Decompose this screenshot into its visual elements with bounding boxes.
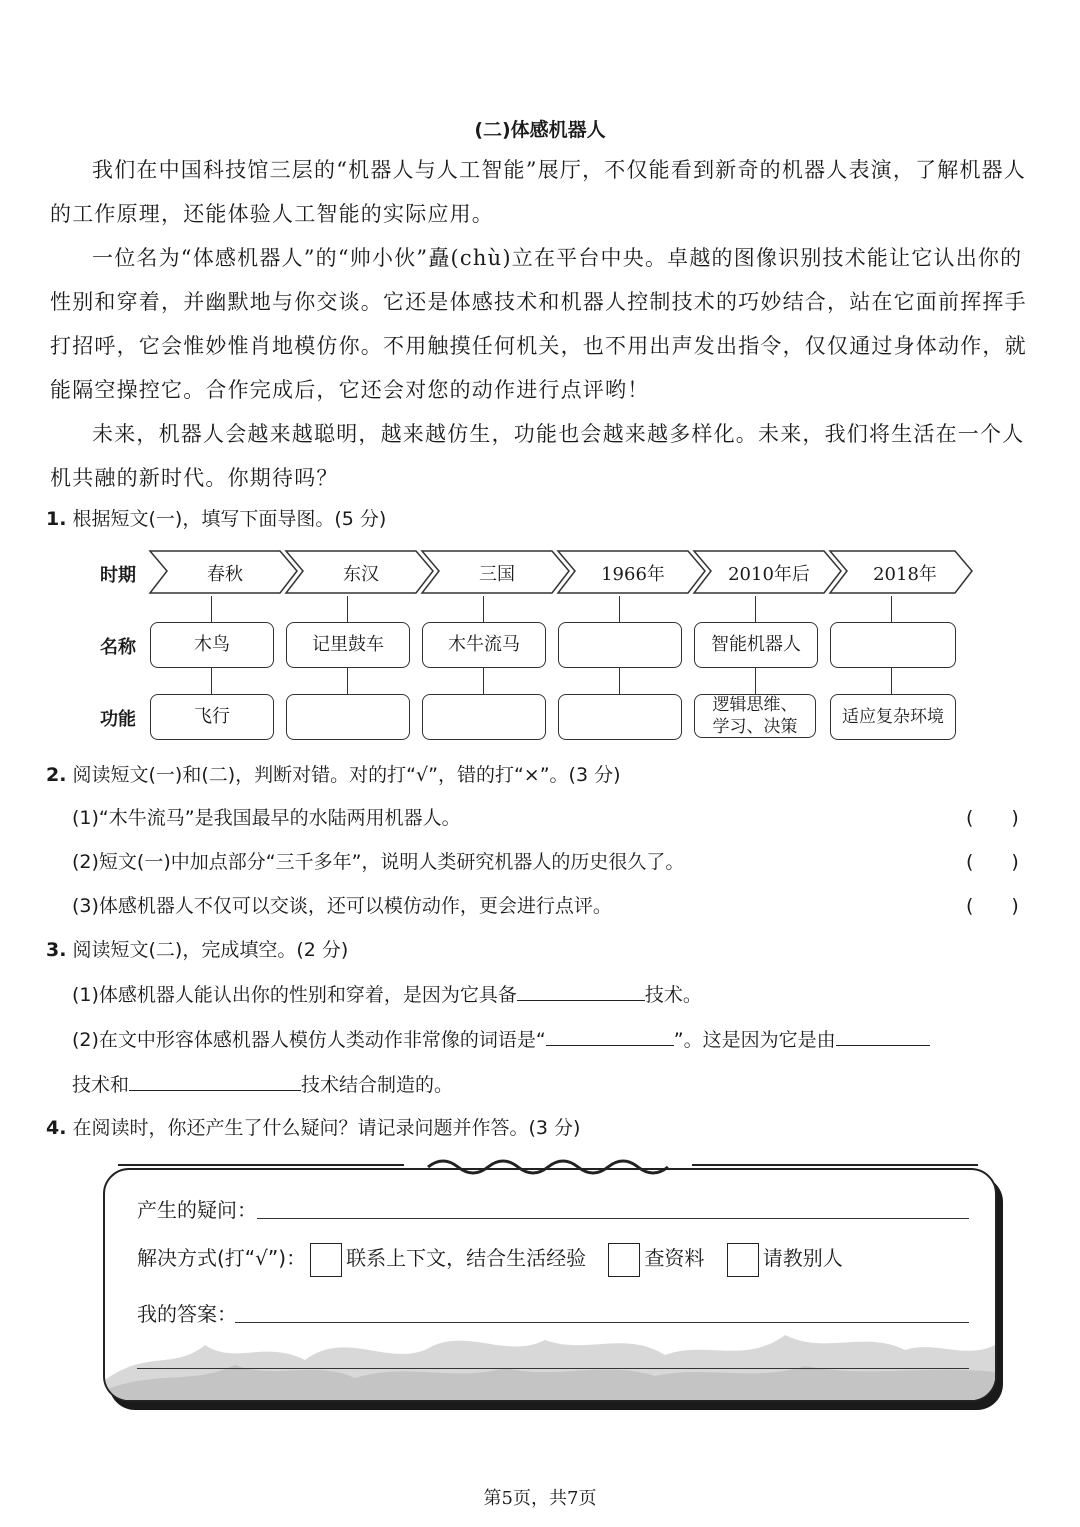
row-label-name: 名称 — [100, 637, 136, 658]
fill-blank[interactable] — [836, 1025, 930, 1046]
fill-item-1: (1)体感机器人能认出你的性别和穿着，是因为它具备 技术。 — [72, 980, 702, 1007]
judge-item: (3)体感机器人不仅可以交谈，还可以模仿动作，更会进行点评。 — [72, 895, 612, 917]
name-box-blank[interactable] — [558, 622, 682, 668]
checkbox[interactable] — [727, 1243, 759, 1277]
wavy-line — [424, 1155, 672, 1175]
period-label: 2018年 — [873, 564, 937, 585]
question-number: 4. — [46, 1117, 67, 1139]
question-line[interactable] — [257, 1218, 969, 1219]
judge-item: (1)“木牛流马”是我国最早的水陆两用机器人。 — [72, 807, 461, 829]
question-number: 3. — [46, 939, 67, 961]
checkbox[interactable] — [608, 1243, 640, 1277]
fill-blank[interactable] — [129, 1070, 301, 1091]
method-row: 解决方式(打“√”)： 联系上下文，结合生活经验 查资料 请教别人 — [137, 1242, 843, 1277]
answer-line[interactable] — [235, 1322, 969, 1323]
fill-blank[interactable] — [546, 1025, 674, 1046]
question-4 — [46, 1113, 580, 1140]
passage-title: (二)体感机器人 — [474, 119, 606, 141]
page-footer: 第5页，共7页 — [483, 1488, 597, 1509]
forest-decoration — [105, 1310, 995, 1400]
name-box: 木鸟 — [150, 622, 274, 668]
row-label-function: 功能 — [100, 709, 136, 730]
row-label-period: 时期 — [100, 565, 136, 586]
checkbox[interactable] — [310, 1243, 342, 1277]
question-1 — [46, 504, 386, 531]
answer-paren[interactable]: ( ) — [966, 851, 1019, 873]
question-number: 1. — [46, 508, 67, 530]
function-box-blank[interactable] — [422, 694, 546, 740]
passage-body — [50, 148, 1030, 500]
name-box-blank[interactable] — [830, 622, 956, 668]
fill-item-2-cont: 技术和 技术结合制造的。 — [72, 1070, 453, 1097]
answer-paren[interactable]: ( ) — [966, 895, 1019, 917]
question-text: 阅读短文(一)和(二)，判断对错。对的打“√”，错的打“×”。(3 分) — [72, 764, 621, 786]
answer-line[interactable] — [137, 1368, 969, 1369]
question-row: 产生的疑问： — [137, 1198, 257, 1222]
function-box: 飞行 — [150, 694, 274, 740]
question-text: 根据短文(一)，填写下面导图。(5 分) — [72, 508, 387, 530]
period-label: 1966年 — [601, 564, 665, 585]
period-label: 2010年后 — [728, 564, 810, 585]
question-text: 在阅读时，你还产生了什么疑问？请记录问题并作答。(3 分) — [72, 1117, 581, 1139]
answer-row: 我的答案： — [137, 1302, 237, 1326]
paragraph: 一位名为“体感机器人”的“帅小伙”矗(chù)立在平台中央。卓越的图像识别技术能让它认出你的性别和穿着，并幽默地与你交谈。它还是体感技术和机器人控制技术的巧妙结合，站在它面前挥挥手打招呼，它会惟妙惟肖地模仿你。不用触摸任何机关，也不用出声发出指令，仅仅通过身体动作，就能隔空操控它。合作完成后，它还会对您的动作进行点评哟！ — [50, 246, 1027, 402]
function-box: 适应复杂环境 — [830, 694, 956, 740]
question-text: 阅读短文(二)，完成填空。(2 分) — [72, 939, 349, 961]
function-box-blank[interactable] — [286, 694, 410, 740]
answer-paren[interactable]: ( ) — [966, 807, 1019, 829]
question-3 — [46, 935, 348, 962]
paragraph: 我们在中国科技馆三层的“机器人与人工智能”展厅，不仅能看到新奇的机器人表演，了解机器人的工作原理，还能体验人工智能的实际应用。 — [50, 158, 1027, 226]
name-box: 智能机器人 — [694, 622, 818, 668]
name-box: 记里鼓车 — [286, 622, 410, 668]
paragraph: 未来，机器人会越来越聪明，越来越仿生，功能也会越来越多样化。未来，我们将生活在一个人机共融的新时代。你期待吗？ — [50, 422, 1025, 490]
question-2 — [46, 760, 621, 787]
name-box: 木牛流马 — [422, 622, 546, 668]
judge-item: (2)短文(一)中加点部分“三千多年”，说明人类研究机器人的历史很久了。 — [72, 851, 685, 873]
answer-box — [103, 1168, 997, 1402]
period-label: 东汉 — [343, 564, 379, 585]
fill-blank[interactable] — [517, 980, 645, 1001]
function-box: 逻辑思维、学习、决策 — [694, 694, 816, 738]
question-number: 2. — [46, 764, 67, 786]
period-label: 春秋 — [207, 564, 243, 585]
divider — [118, 1164, 404, 1166]
function-box-blank[interactable] — [558, 694, 682, 740]
period-label: 三国 — [479, 564, 515, 585]
divider — [692, 1164, 978, 1166]
fill-item-2: (2)在文中形容体感机器人模仿人类动作非常像的词语是“ ”。这是因为它是由 — [72, 1025, 930, 1052]
